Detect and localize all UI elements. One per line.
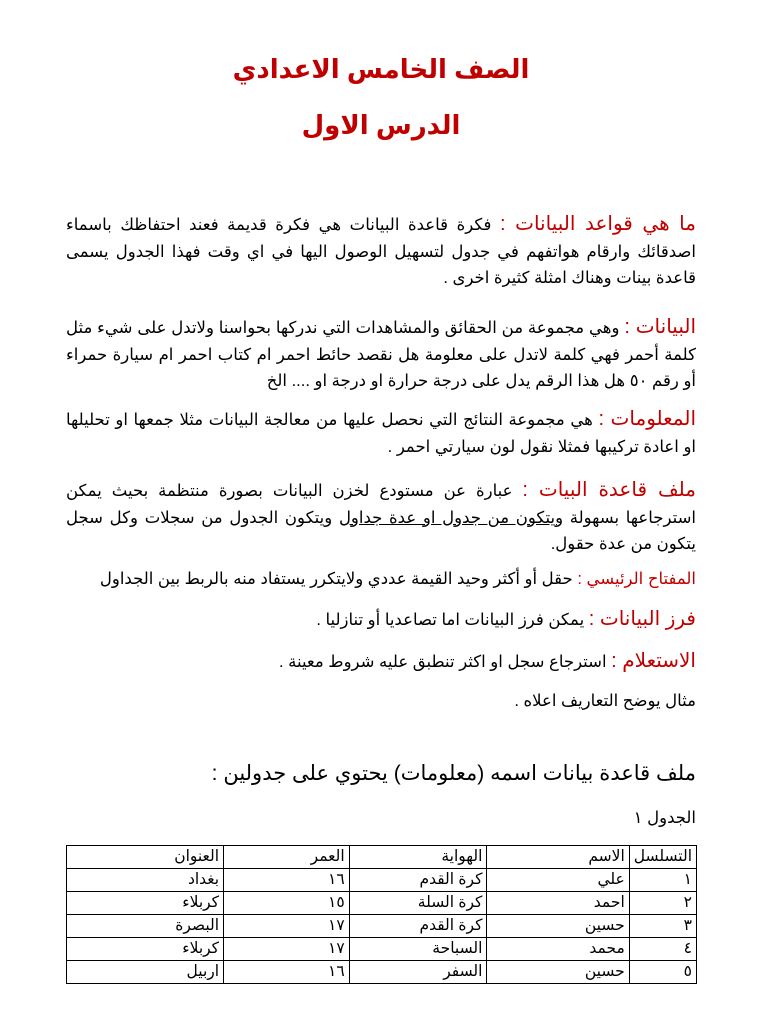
text-primary-key: حقل أو أكثر وحيد القيمة عددي ولايتكرر يستفاد منه بالربط بين الجداول — [99, 570, 573, 588]
text-db-file-underlined: ويتكون من جدول او عدة جداول — [338, 508, 564, 527]
table-cell: كربلاء — [67, 938, 224, 961]
column-header: الهواية — [349, 846, 487, 869]
example-heading: ملف قاعدة بيانات اسمه (معلومات) يحتوي على جدولين : — [211, 762, 696, 785]
table-cell: ٤ — [629, 938, 696, 961]
table-cell: كرة القدم — [349, 869, 487, 892]
table-cell: البصرة — [67, 915, 224, 938]
text-data: وهي مجموعة من الحقائق والمشاهدات التي ندركها بحواسنا ولاتدل على شيء مثل كلمة أحمر فهي كلمة لاتدل على معلومة هل نقصد حائط احمر ام كتاب احمر ام سيارة حمراء أو رقم ٥٠ هل هذا الرقم يدل على درجة حرارة او درجة او .... الخ — [66, 319, 696, 390]
column-header: التسلسل — [629, 846, 696, 869]
students-table — [66, 845, 697, 984]
definition-db-file — [66, 477, 696, 558]
table-cell: ٢ — [629, 892, 696, 915]
table-cell: اربيل — [67, 961, 224, 984]
table-cell: ١ — [629, 869, 696, 892]
table-cell: علي — [487, 869, 629, 892]
term-primary-key: المفتاح الرئيسي : — [577, 570, 696, 588]
text-sorting: يمكن فرز البيانات اما تصاعديا أو تنازليا . — [316, 611, 585, 629]
definition-primary-key — [66, 566, 696, 593]
table-row — [67, 961, 697, 984]
lesson-title: الدرس الاول — [301, 110, 461, 140]
table-cell: بغداد — [67, 869, 224, 892]
example-note: مثال يوضح التعاريف اعلاه . — [514, 692, 696, 710]
table-cell: كربلاء — [67, 892, 224, 915]
table-caption: الجدول ١ — [633, 809, 696, 827]
term-database: ما هي قواعد البيانات : — [500, 213, 696, 235]
table-row — [67, 915, 697, 938]
definition-query — [66, 648, 696, 676]
column-header: الاسم — [487, 846, 629, 869]
table-cell: ١٦ — [224, 869, 350, 892]
term-data: البيانات : — [624, 316, 697, 338]
definition-information — [66, 406, 696, 460]
table-cell: احمد — [487, 892, 629, 915]
table-cell: ١٧ — [224, 915, 350, 938]
table-cell: ٥ — [629, 961, 696, 984]
table-cell: حسين — [487, 961, 629, 984]
document-page — [66, 0, 696, 1024]
table-cell: حسين — [487, 915, 629, 938]
column-header: العنوان — [67, 846, 224, 869]
term-db-file: ملف قاعدة البيات : — [522, 479, 696, 501]
table-cell: ١٦ — [224, 961, 350, 984]
text-query: استرجاع سجل او اكثر تنطبق عليه شروط معينة . — [278, 653, 607, 671]
table-cell: ١٧ — [224, 938, 350, 961]
definition-database — [66, 211, 696, 292]
table-cell: كرة السلة — [349, 892, 487, 915]
definition-data — [66, 314, 696, 395]
text-db-file-1: عبارة عن مستودع لخزن البيانات بصورة منتظمة بحيث يمكن استرجاعها بسهولة — [66, 482, 696, 527]
table-cell: محمد — [487, 938, 629, 961]
table-row — [67, 869, 697, 892]
term-information: المعلومات : — [598, 408, 697, 430]
table-row — [67, 938, 697, 961]
term-query: الاستعلام : — [611, 650, 696, 672]
text-database: فكرة قاعدة البيانات هي فكرة قديمة فعند احتفاظك باسماء اصدقائك وارقام هواتفهم في جدول لتسهيل الوصول اليها في اي وقت فهذا الجدول يسمى قاعدة بينات وهناك امثلة كثيرة اخرى . — [66, 216, 696, 287]
table-header-row — [67, 846, 697, 869]
table-cell: السفر — [349, 961, 487, 984]
table-cell: كرة القدم — [349, 915, 487, 938]
column-header: العمر — [224, 846, 350, 869]
text-information: هي مجموعة النتائج التي نحصل عليها من معالجة البيانات مثلا جمعها او تحليلها او اعادة تركيبها فمثلا نقول لون سيارتي احمر . — [66, 411, 696, 456]
table-cell: السباحة — [349, 938, 487, 961]
grade-title: الصف الخامس الاعدادي — [232, 54, 530, 84]
table-row — [67, 892, 697, 915]
term-sorting: فرز البيانات : — [588, 608, 696, 630]
table-cell: ١٥ — [224, 892, 350, 915]
table-cell: ٣ — [629, 915, 696, 938]
definition-sorting — [66, 606, 696, 634]
text-db-file-2: ويتكون الجدول من سجلات وكل سجل يتكون من عدة حقول. — [66, 508, 696, 553]
